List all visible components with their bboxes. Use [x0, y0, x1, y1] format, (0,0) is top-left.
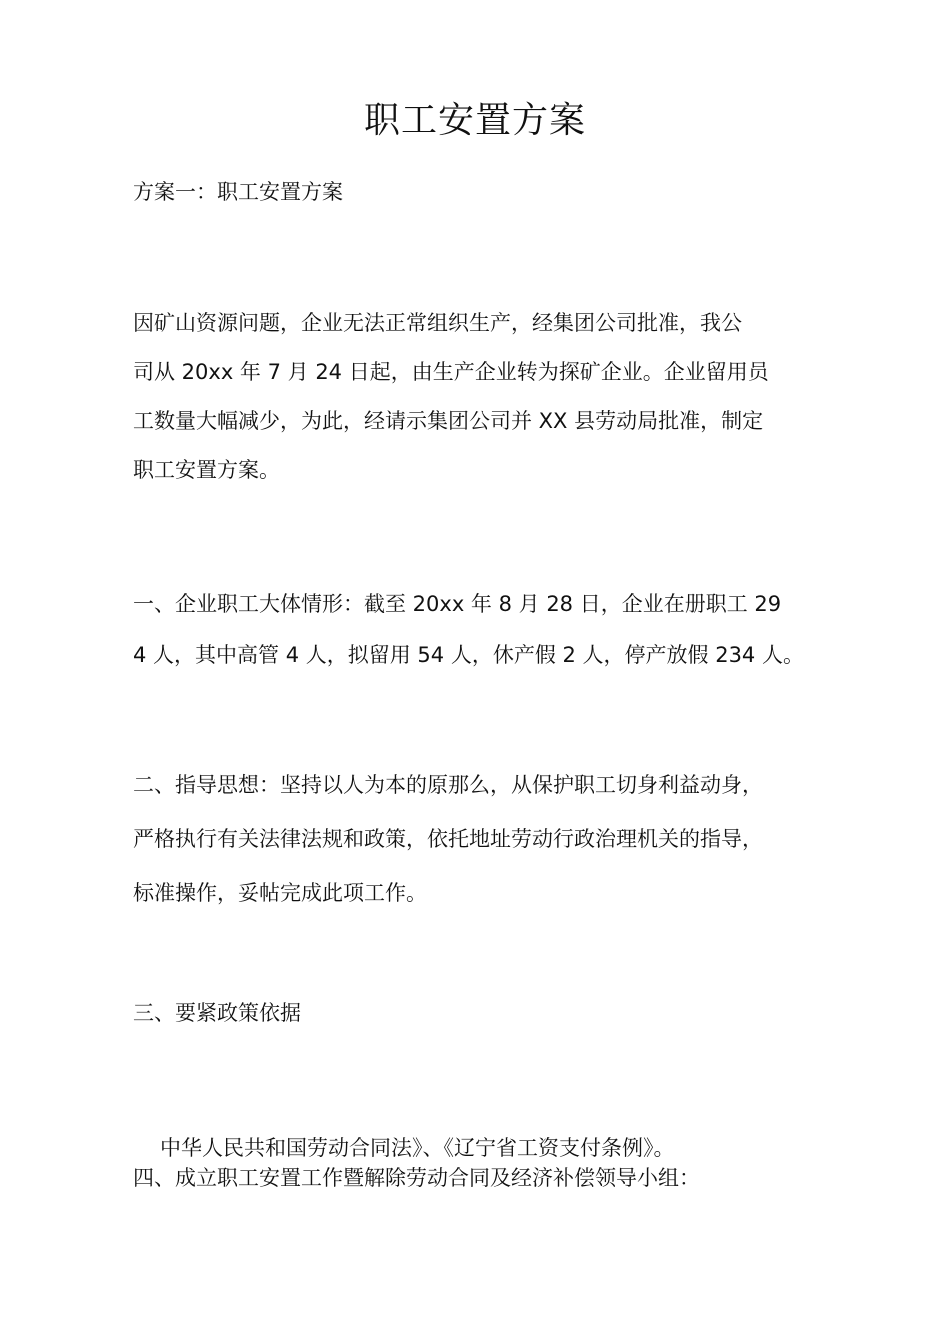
plan-subtitle-text: 方案一：职工安置方案	[133, 180, 343, 204]
section-2-line: 二、指导思想：坚持以人为本的原那么，从保护职工切身利益动身，	[133, 773, 763, 797]
section-4-heading	[133, 1154, 833, 1202]
section-1-line: 4 人，其中高管 4 人，拟留用 54 人，休产假 2 人，停产放假 234 人。	[133, 643, 804, 667]
section-2-guiding-principle	[133, 758, 833, 920]
section-2-line: 标准操作，妥帖完成此项工作。	[133, 881, 427, 905]
section-3-heading	[133, 989, 833, 1037]
section-2-line: 严格执行有关法律法规和政策，依托地址劳动行政治理机关的指导，	[133, 827, 763, 851]
plan-subtitle	[133, 168, 833, 216]
intro-line: 因矿山资源问题，企业无法正常组织生产，经集团公司批准，我公	[133, 311, 742, 335]
section-3-body-text: 中华人民共和国劳动合同法》、《辽宁省工资支付条例》。	[160, 1136, 675, 1160]
intro-paragraph	[133, 299, 833, 495]
intro-line: 司从 20xx 年 7 月 24 日起，由生产企业转为探矿企业。企业留用员	[133, 360, 769, 384]
section-4-heading-text: 四、成立职工安置工作暨解除劳动合同及经济补偿领导小组：	[133, 1166, 700, 1190]
intro-line: 职工安置方案。	[133, 458, 280, 482]
intro-line: 工数量大幅减少，为此，经请示集团公司并 XX 县劳动局批准，制定	[133, 409, 764, 433]
section-3-heading-text: 三、要紧政策依据	[133, 1001, 301, 1025]
section-1-line: 一、企业职工大体情形：截至 20xx 年 8 月 28 日，企业在册职工 29	[133, 592, 782, 616]
document-title: 职工安置方案	[363, 100, 586, 141]
section-1-staff-situation	[133, 579, 833, 681]
